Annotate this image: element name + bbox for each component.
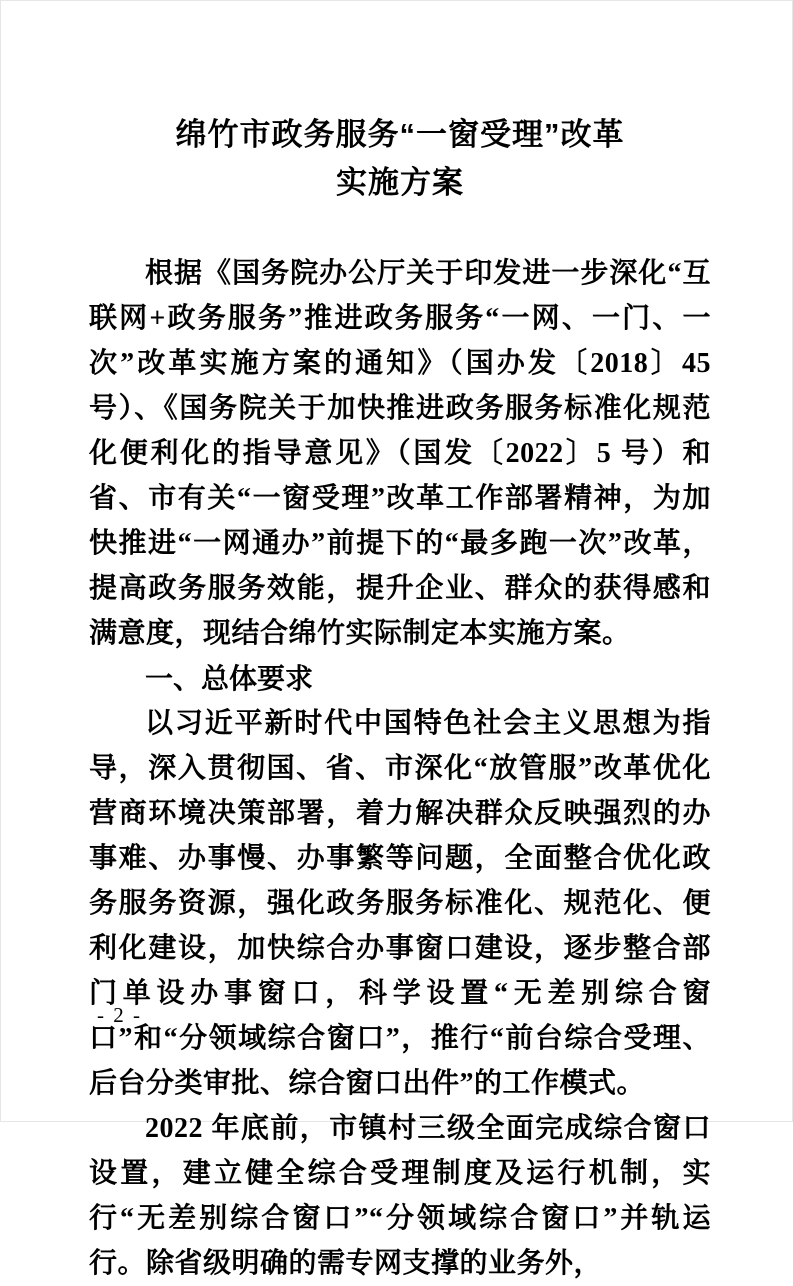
document-title-line-2: 实施方案 xyxy=(336,165,464,200)
paragraph-guiding-ideology: 以习近平新时代中国特色社会主义思想为指导，深入贯彻国、省、市深化“放管服”改革优化营商环境决策部署，着力解决群众反映强烈的办事难、办事慢、办事繁等问题，全面整合优化政务服务资源，强化政务服务标准化、规范化、便利化建设，加快综合办事窗口建设，逐步整合部门单设办事窗口，科学设置“无差别综合窗口”和“分领域综合窗口”，推行“前台综合受理、后台分类审批、综合窗口出件”的工作模式。 xyxy=(89,708,711,1099)
document-content xyxy=(89,1,711,1286)
page-number: - 2 - xyxy=(97,1003,142,1027)
document-title-line-1: 绵竹市政务服务“一窗受理”改革 xyxy=(175,117,625,152)
section-heading-overall-requirements: 一、总体要求 xyxy=(145,663,314,694)
document-body xyxy=(89,251,711,1286)
paragraph-basis: 根据《国务院办公厅关于印发进一步深化“互联网+政务服务”推进政务服务“一网、一门、一次”改革实施方案的通知》（国办发〔2018〕45 号）、《国务院关于加快推进政务服务标准化规范化便利化的指导意见》（国发〔2022〕5 号）和省、市有关“一窗受理”改革工作部署精神，为加快推进“一网通办”前提下的“最多跑一次”改革，提高政务服务效能，提升企业、群众的获得感和满意度，现结合绵竹实际制定本实施方案。 xyxy=(89,258,711,649)
paragraph-2022-goal: 2022 年底前，市镇村三级全面完成综合窗口设置，建立健全综合受理制度及运行机制，实行“无差别综合窗口”“分领域综合窗口”并轨运行。除省级明确的需专网支撑的业务外， xyxy=(89,1113,711,1279)
document-title xyxy=(89,111,711,207)
